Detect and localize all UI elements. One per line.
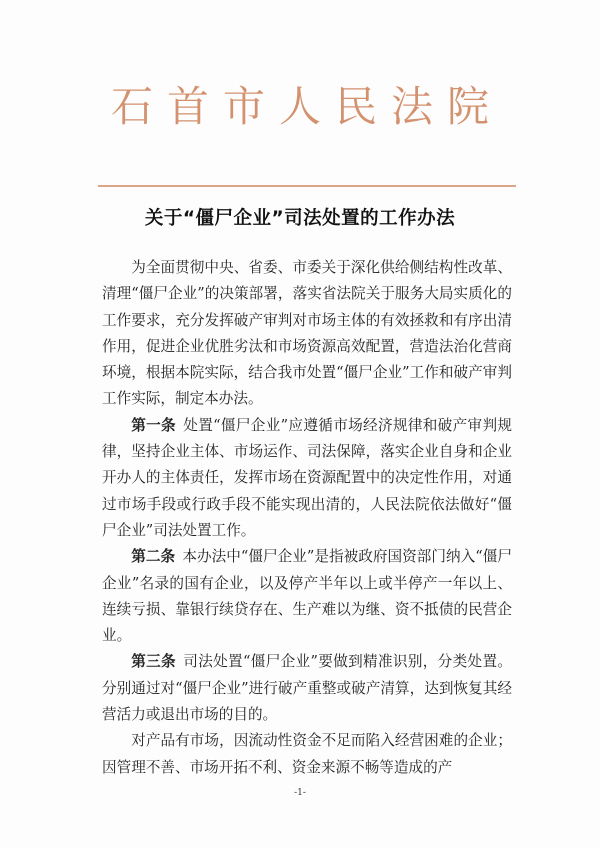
article-text: 司法处置“僵尸企业”要做到精准识别，分类处置。分别通过对“僵尸企业”进行破产重整或破产清算，达到恢复其经营活力或退出市场的目的。 bbox=[102, 653, 512, 724]
article-label: 第二条 bbox=[131, 548, 176, 566]
court-letterhead: 石首市人民法院 bbox=[110, 82, 503, 131]
document-title: 关于“僵尸企业”司法处置的工作办法 bbox=[144, 208, 456, 229]
article-paragraph bbox=[102, 544, 512, 649]
article-text: 本办法中“僵尸企业”是指被政府国资部门纳入“僵尸企业”名录的国有企业，以及停产半年以上或半停产一年以上、连续亏损、靠银行续贷存在、生产难以为继、资不抵债的民营企业。 bbox=[102, 548, 512, 645]
document-body bbox=[102, 255, 512, 781]
article-label: 第三条 bbox=[131, 653, 176, 671]
article-label: 第一条 bbox=[131, 416, 176, 434]
page-number: -1- bbox=[294, 788, 306, 798]
article-paragraph bbox=[102, 649, 512, 728]
preamble-paragraph: 为全面贯彻中央、省委、市委关于深化供给侧结构性改革、清理“僵尸企业”的决策部署，落实省法院关于服务大局实质化的工作要求，充分发挥破产审判对市场主体的有效拯救和有序出清作用，促进企业优胜劣汰和市场资源高效配置，营造法治化营商环境，根据本院实际，结合我市处置“僵尸企业”工作和破产审判工作实际，制定本办法。 bbox=[102, 259, 512, 408]
article-paragraph bbox=[102, 413, 512, 544]
article-text: 处置“僵尸企业”应遵循市场经济规律和破产审判规律，坚持企业主体、市场运作、司法保障，落实企业自身和企业开办人的主体责任，发挥市场在资源配置中的决定性作用，对通过市场手段或行政手段不能实现出清的，人民法院依法做好“僵尸企业”司法处置工作。 bbox=[102, 416, 512, 539]
letterhead-divider bbox=[98, 185, 516, 187]
closing-paragraph: 对产品有市场，因流动性资金不足而陷入经营困难的企业；因管理不善、市场开拓不利、资金来源不畅等造成的产 bbox=[102, 732, 512, 776]
